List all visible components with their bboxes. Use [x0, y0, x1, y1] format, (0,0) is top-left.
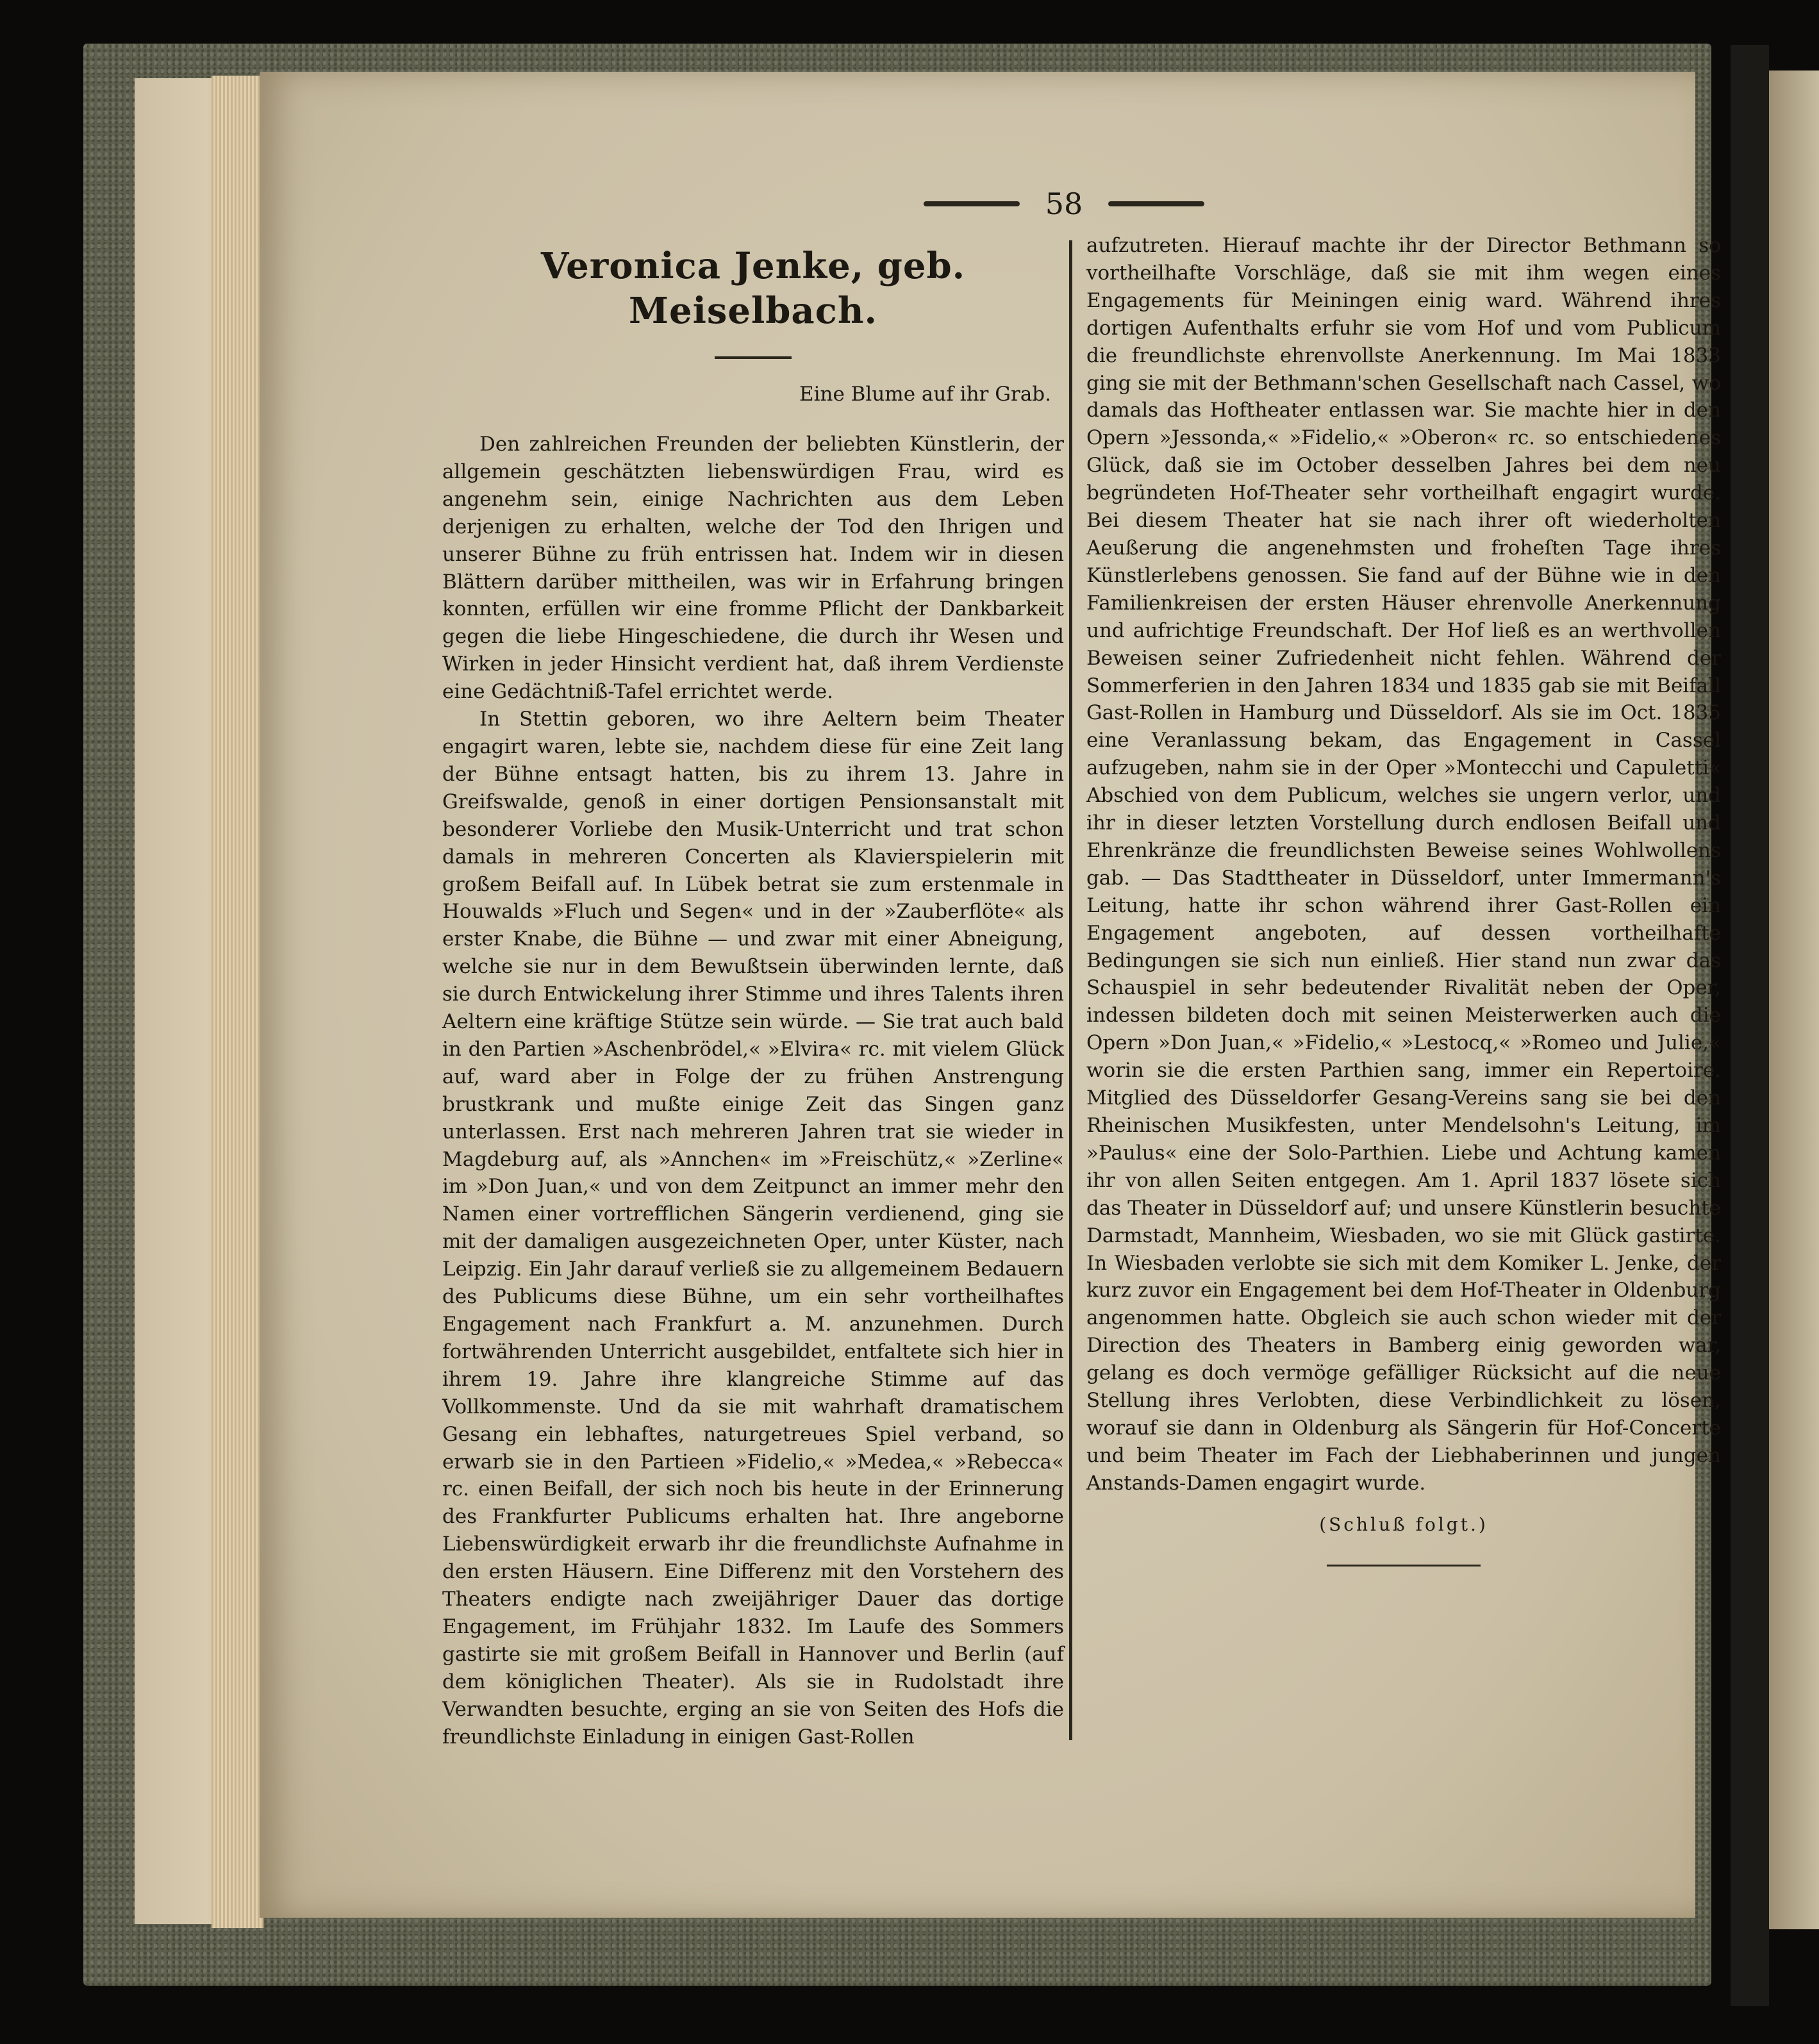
facing-page-edge: [1769, 71, 1819, 1929]
column-divider: [1069, 240, 1072, 1740]
continuation-note: (Schluß folgt.): [1319, 1513, 1488, 1535]
title-rule: [715, 356, 792, 359]
header-rule-left: [924, 201, 1020, 206]
end-rule: [1327, 1565, 1481, 1566]
page-stack-edges: [212, 76, 264, 1928]
paragraph-intro: Den zahlreichen Freunden der beliebten Künstlerin, der allgemein geschätzten liebenswürdigen Frau, wird es angenehm sein, einige Nachrichten aus dem Leben derjenigen zu erhalten, welche der Tod den Ihrigen und unserer Bühne zu früh entrissen hat. Indem wir in diesen Blättern darüber mittheilen, was wir in Erfahrung bringen konnten, erfüllen wir eine fromme Pflicht der Dankbarkeit gegen die liebe Hingeschiedene, die durch ihr Wesen und Wirken in jeder Hinsicht verdient hat, daß ihrem Verdienste eine Gedächtniß-Tafel errichtet werde.: [442, 433, 1064, 704]
book-gutter: [1731, 45, 1769, 2006]
paragraph-biography: In Stettin geboren, wo ihre Aeltern beim Theater engagirt waren, lebte sie, nachdem diese für eine Zeit lang der Bühne entsagt hatten, bis zu ihrem 13. Jahre in Greifswalde, genoß in einer dortigen Pensionsanstalt mit besonderer Vorliebe den Musik-Unterricht und trat schon damals in mehreren Concerten als Klavierspielerin mit großem Beifall auf. In Lübek betrat sie zum erstenmale in Houwalds »Fluch und Segen« und in der »Zauberflöte« als erster Knabe, die Bühne — und zwar mit einer Abneigung, welche sie nur in dem Bewußtsein überwinden lernte, daß sie durch Entwickelung ihrer Stimme und ihres Talents ihren Aeltern eine kräftige Stütze sein würde. — Sie trat auch bald in den Partien »Aschenbrödel,« »Elvira« rc. mit vielem Glück auf, ward aber in Folge der zu frühen Anstrengung brustkrank und mußte einige Zeit das Singen ganz unterlassen. Erst nach mehreren Jahren trat sie wieder in Magdeburg auf, als »Annchen« im »Freischütz,« »Zerline« im »Don Juan,« und von dem Zeitpunct an immer mehr den Namen einer vortrefflichen Sängerin verdienend, ging sie mit der damaligen ausgezeichneten Oper, unter Küster, nach Leipzig. Ein Jahr darauf verließ sie zu allgemeinem Bedauern des Publicums diese Bühne, um ein sehr vortheilhaftes Engagement nach Frankfurt a. M. anzunehmen. Durch fortwährenden Unterricht ausgebildet, entfaltete sich hier in ihrem 19. Jahre ihre klangreiche Stimme auf das Vollkommenste. Und da sie mit wahrhaft dramatischem Gesang ein lebhaftes, naturgetreues Spiel verband, so erwarb sie in den Partieen »Fidelio,« »Medea,« »Rebecca« rc. einen Beifall, der sich noch bis heute in der Erinnerung des Frankfurter Publicums erhalten hat. Ihre angeborne Liebenswürdigkeit erwarb ihr die freundlichste Aufnahme in den ersten Häusern. Eine Differenz mit den Vorstehern des Theaters endigte nach zweijähriger Dauer das dortige Engagement, im Frühjahr 1832. Im Laufe des Sommers gastirte sie mit großem Beifall in Hannover und Berlin (auf dem königlichen Theater). Als sie in Rudolstadt ihre Verwandten besuchte, erging an sie von Seiten des Hofs die freundlichste Einladung in einigen Gast-Rollen: [442, 708, 1064, 1749]
paragraph-continuation: aufzutreten. Hierauf machte ihr der Director Bethmann so vortheilhafte Vorschläge, daß sie mit ihm wegen eines Engagements für Meiningen einig ward. Während ihres dortigen Aufenthalts erfuhr sie vom Hof und vom Publicum die freundlichste ehrenvollste Anerkennung. Im Mai 1833 ging sie mit der Bethmann'schen Gesellschaft nach Cassel, wo damals das Hoftheater entlassen war. Sie machte hier in den Opern »Jessonda,« »Fidelio,« »Oberon« rc. so entschiedenes Glück, daß sie im October desselben Jahres bei dem neu begründeten Hof-Theater sehr vortheilhaft engagirt wurde. Bei diesem Theater hat sie nach ihrer oft wiederholten Aeußerung die angenehmsten und froheſten Tage ihres Künstlerlebens genossen. Sie fand auf der Bühne wie in den Familienkreisen der ersten Häuser ehrenvolle Anerkennung und aufrichtige Freundschaft. Der Hof ließ es an werthvollen Beweisen seiner Zufriedenheit nicht fehlen. Während der Sommerferien in den Jahren 1834 und 1835 gab sie mit Beifall Gast-Rollen in Hamburg und Düsseldorf. Als sie im Oct. 1835 eine Veranlassung bekam, das Engagement in Cassel aufzugeben, nahm sie in der Oper »Montecchi und Capuletti« Abschied von dem Publicum, welches sie ungern verlor, und ihr in dieser letzten Vorstellung durch endlosen Beifall und Ehrenkränze die freundlichsten Beweise seines Wohlwollens gab. — Das Stadttheater in Düsseldorf, unter Immermann's Leitung, hatte ihr schon während ihrer Gast-Rollen ein Engagement angeboten, auf dessen vortheilhafte Bedingungen sie sich nun einließ. Hier stand nun zwar das Schauspiel in sehr bedeutender Rivalität neben der Oper, indessen bildeten doch mit seinen Meisterwerken auch die Opern »Don Juan,« »Fidelio,« »Lestocq,« »Romeo und Julie,« worin sie die ersten Parthien sang, immer ein Repertoire. Mitglied des Düsseldorfer Gesang-Vereins sang sie bei den Rheinischen Musikfesten, unter Mendelsohn's Leitung, im »Paulus« eine der Solo-Parthien. Liebe und Achtung kamen ihr von allen Seiten entgegen. Am 1. April 1837 lösete sich das Theater in Düsseldorf auf; und unsere Künstlerin besuchte Darmstadt, Mannheim, Wiesbaden, wo sie mit Glück gastirte. In Wiesbaden verlobte sie sich mit dem Komiker L. Jenke, der kurz zuvor ein Engagement bei dem Hof-Theater in Oldenburg angenommen hatte. Obgleich sie auch schon wieder mit der Direction des Theaters in Bamberg einig geworden war, gelang es doch vermöge gefälliger Rücksicht auf die neue Stellung ihres Verlobten, diese Verbindlichkeit zu lösen, worauf sie dann in Oldenburg als Sängerin für Hof-Concerte und beim Theater im Fach der Liebhaberinnen und jungen Anstands-Damen engagirt wurde.: [1086, 234, 1721, 1495]
left-column: [442, 231, 1064, 1751]
dedication-line: Eine Blume auf ihr Grab.: [799, 383, 1051, 406]
page-header: [897, 185, 1231, 223]
article-title: Veronica Jenke, geb. Meiselbach.: [540, 245, 966, 332]
header-rule-right: [1108, 201, 1204, 206]
page-number: 58: [1045, 187, 1083, 221]
right-column: [1086, 232, 1721, 1566]
